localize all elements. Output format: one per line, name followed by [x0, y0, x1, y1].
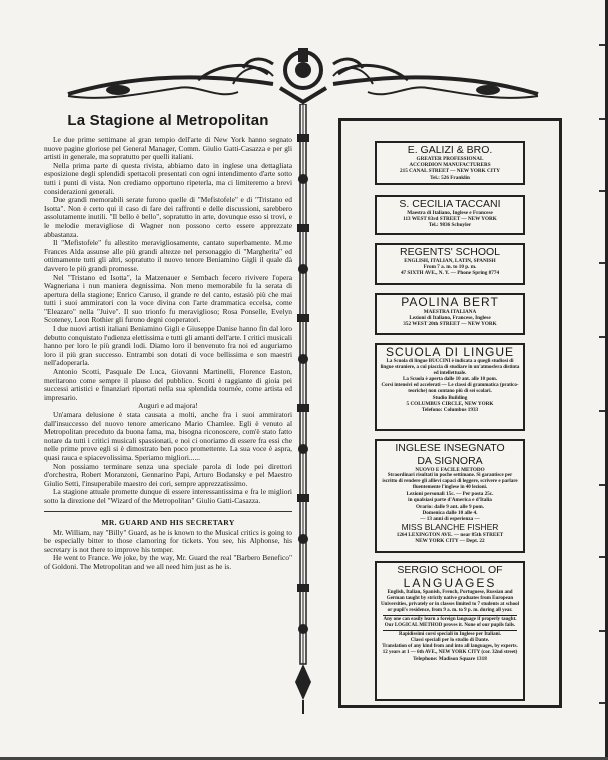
ad-name: INGLESE INSEGNATO: [395, 442, 505, 454]
ad-line: Tel.: 526 Franklin: [430, 174, 470, 181]
ad-line: 47 SIXTH AVE., N. Y. — Phone Spring 8774: [400, 270, 500, 277]
binding-marks: [599, 0, 605, 760]
section-rule: [44, 511, 292, 512]
article-paragraph: Due grandi memorabili serate furono quelle di "Mefistofele" e di "Tristano ed Isotta". Non è certo qui il caso di fare dei raffronti e delle discussioni, sarebbero assolutamente inutili. "Il bello è bello", sopratutto in arte, dovunque esso si trovi, e le melodie meravigliose di Wagner non possono certo essere apprezzate abbastanza.: [44, 195, 292, 239]
ad-name: SERGIO SCHOOL OF: [397, 564, 503, 576]
article-paragraph: Non possiamo terminare senza una speciale parola di lode pei direttori d'orchestra, Robert Moranzoni, Gennarino Papi, Arturo Bodansky e pel Maestro Giulio Setti, l'insuperabile maestro dei cori, sempre apprezzatissimo.: [44, 461, 292, 488]
ad-line: ACCORDION MANUFACTURERS: [409, 162, 491, 169]
ad-line: Tel.: 9836 Schuyler: [428, 222, 472, 229]
article-paragraph: Le due prime settimane al gran tempio dell'arte di New York hanno segnato nuove pagine gloriose pel General Manager, Comm. Giulio Gatti-Casazza e per gli artisti in generale, ma sopratutto per quelli italiani.: [44, 135, 292, 162]
ad-name: PAOLINA BERT: [401, 295, 499, 309]
ad-line: in qualsiasi parte d'America e d'Italia: [408, 497, 492, 504]
ad-sergio-school: [375, 561, 525, 701]
ad-line: 215 CANAL STREET — NEW YORK CITY: [400, 168, 500, 175]
ad-line: La Scuola è aperta dalle 10 ant. alle 10 pom.: [402, 377, 498, 382]
ad-name: S. CECILIA TACCANI: [399, 198, 501, 210]
ad-name: LANGUAGES: [403, 576, 497, 590]
ad-line: — 13 anni di esperienza —: [420, 516, 480, 523]
ad-line: La Scuola di lingue BUCCINI è indicata a quegli studiosi di lingue straniere, a cui piaccia di studiare in un'atmosfera distinta ed intellettuale.: [380, 359, 520, 376]
article-paragraph: Antonio Scotti, Pasquale De Luca, Giovanni Martinelli, Florence Easton, meritarono come sempre il plauso del pubblico. Scotti è raggiante di gioia pei successi artistici e finanziari riportati nella sua splendida tournée, come artista ed impresario.: [44, 367, 292, 402]
ad-name: DA SIGNORA: [417, 455, 483, 467]
ad-name: REGENTS' SCHOOL: [399, 246, 501, 258]
ad-line: NUOVO E FACILE METODO: [415, 467, 485, 473]
ad-line: Straordinari risultati in poche settimane. Si garantisce per iscritto di rendere gli allievi capaci di leggere, scrivere e parlare fluentemente l'inglese in 40 lezioni.: [382, 473, 518, 491]
ad-line: English, Italian, Spanish, French, Portuguese, Russian and German taught by strictly native graduates from European Universities, privately or in classes limited to 7 students at school or pupil's residence, from 9 a. m. to 9 p. m. during all year.: [380, 590, 520, 613]
ad-line: Domenica dalle 10 alle 4.: [422, 509, 478, 516]
article-paragraph: I due nuovi artisti italiani Beniamino Gigli e Giuseppe Danise hanno fin dal loro debutto conquistato l'udienza elettissima e tutti gli amanti dell'arte. I critici musicali hanno per loro le più grandi lodi. Diamo loro il benvenuto fra noi ed auguriamo loro il più gran successo. Entrambi son dotati di voce bellissima e son maestri nell'adoperarla.: [44, 324, 292, 368]
ad-line: 113 WEST 83rd STREET — NEW YORK: [403, 216, 497, 223]
ad-line: 1264 LEXINGTON AVE. — near 85th STREET: [396, 532, 504, 539]
article-title: La Stagione al Metropolitan: [67, 112, 269, 129]
header-ornament-icon: [48, 44, 558, 104]
ad-regents-school: [375, 243, 525, 285]
article-column: [44, 112, 292, 712]
ad-name: E. GALIZI & BRO.: [407, 144, 493, 156]
ad-line: Studio Building: [432, 395, 468, 401]
ad-inglese-insegnato: [375, 439, 525, 553]
article-paragraph: Nel "Tristano ed Isotta", la Matzenauer e Sembach fecero rivivere l'opera Wagneriana i nun maniera degnissima. Non meno memorabile fu la serata di apertura della stagione; Enrico Caruso, il grande re del canto, estasiò più che mai tutti i suoi ammiratori con la voce divina con l'arte drammatica eccelsa, come "Eleazaro" nella "Juive". Il suo trionfo fu meraviglioso; Rosa Ponselle, Evelyn Scoteney, Leon Rothier gli furono degni cooperatori.: [44, 272, 292, 325]
ad-line: Lezioni personali 15c. — Per posta 25c.: [406, 491, 494, 498]
ad-galizi: [375, 141, 525, 185]
ad-line: NEW YORK CITY — Dept. 22: [415, 538, 485, 545]
article-paragraph: Nella prima parte di questa rivista, abbiamo dato in inglese una dettagliata esposizione degli splendidi spettacoli presentati con ogni intendimento d'arte sotto tutti i punti di vista. Non crediamo opportuno ripeterla, ma ci limiteremo a brevi considerazioni generali.: [44, 160, 292, 196]
ad-line: Rapidissimi corsi speciali in Inglese per Italiani.: [399, 632, 501, 637]
ad-name: SCUOLA DI LINGUE: [385, 345, 515, 359]
ad-taccani: [375, 195, 525, 235]
ad-line: GREATER PROFESSIONAL: [416, 156, 484, 162]
ad-line: ENGLISH, ITALIAN, LATIN, SPANISH: [404, 258, 496, 264]
guard-section-title: MR. GUARD AND HIS SECRETARY: [101, 517, 235, 527]
ad-line: Any one can easily learn a foreign language if properly taught. Our LOGICAL METHOD proves it. None of our pupils fails.: [383, 617, 517, 628]
ad-separator: [383, 615, 517, 616]
ad-paolina-bert: [375, 293, 525, 335]
ad-line: Telefono: Columbus 1933: [421, 407, 479, 414]
vertical-ornament-divider-icon: [292, 104, 314, 714]
ad-line: Telephone: Madison Square 1318: [413, 656, 487, 662]
ad-line: Classi speciali per lo studio di Dante.: [410, 638, 490, 643]
advertisements-frame: [338, 118, 562, 708]
ad-line: From 7 a. m. to 10 p. m.: [423, 264, 477, 271]
article-paragraph: Auguri e ad majora!: [138, 401, 198, 411]
article-paragraph: La stagione attuale promette dunque di essere interessantissima e fra le migliori sotto la direzione del "Wizard of the Metropolitan" Giulio Gatti-Casazza.: [44, 487, 292, 505]
guard-paragraph: Mr. William, nay "Billy" Guard, as he is known to the Musical critics is going to be especially bitter to those clamoring for tickets. You see, his Alphonse, his secretary is not there to improve his temper.: [44, 527, 292, 554]
ad-line: Maestra di Italiano, Inglese e Francese: [407, 210, 493, 216]
article-paragraph: Un'amara delusione è stata causata a molti, anche fra i suoi ammiratori dall'insuccesso del nuovo tenore americano Mario Chamlee. Egli è venuto al Metropolitan preceduto da buona fama, ma, bisogna riconoscere, com'è stato fatto notare da tutti i critici musicali spassionati, e noi ci onoriamo di essere fra essi che nelle prime prove egli si è dimostrato ben poco promettente. La sua voce è aspra, quasi rauca e spiacevolissima. Speriamo migliori......: [44, 410, 292, 462]
article-paragraph: Il "Mefistofele" fu allestito meravigliosamente, cantato superbamente. M.me Frances Alda assunse alle più grandi altezze nel personaggio di "Margherita" ed ottimamente tutti gli altri, sopratutto il nuovo tenore Beniamino Gigli il quale dà davvero le più grandi promesse.: [44, 238, 292, 273]
ad-line: Lezioni di Italiano, Francese, Inglese: [409, 315, 491, 322]
ad-line: 12 years at 1 — 6th AVE., NEW YORK CITY (cor. 32nd street): [382, 650, 518, 655]
ad-line: Corsi intensivi ed accelerati — Le classi di grammatica (pratico-teoriche) non contano più di sei scolari.: [381, 383, 519, 394]
guard-paragraph: He went to France. We joke, by the way, Mr. Guard the real "Barbero Benefico" of Goldoni. The Metropolitan and we all need him just as he is.: [44, 553, 292, 571]
ad-name: MISS BLANCHE FISHER: [401, 522, 499, 533]
ad-line: Orario: dalle 9 ant. alle 9 pom.: [415, 503, 484, 510]
ad-scuola-di-lingue: [375, 343, 525, 431]
ad-line: MAESTRA ITALIANA: [423, 309, 477, 315]
ad-separator: [383, 630, 517, 631]
ad-line: 5 COLUMBUS CIRCLE, NEW YORK: [406, 401, 494, 408]
ad-line: 352 WEST 20th STREET — NEW YORK: [403, 321, 497, 328]
ad-line: Translation of any kind from and into all languages, by experts.: [382, 644, 518, 649]
